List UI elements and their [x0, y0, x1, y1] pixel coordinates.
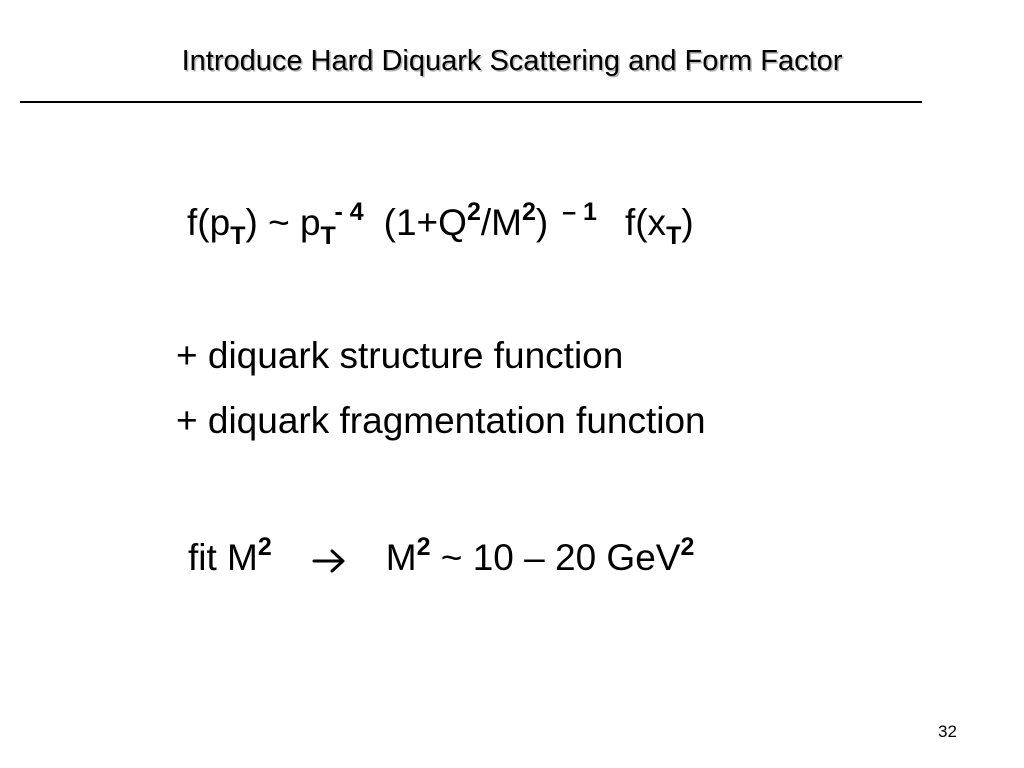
- fit-exponent-two: 2: [416, 533, 431, 561]
- equation-subscript-t: T: [230, 222, 246, 250]
- equation-subscript-t: T: [320, 222, 335, 250]
- equation-factor-close: ): [535, 202, 549, 243]
- equation-exponent-two: 2: [466, 198, 481, 226]
- fit-result-symbol: M: [385, 537, 417, 578]
- page-number: 32: [938, 722, 957, 741]
- equation-f-open: f(p: [187, 202, 231, 243]
- right-arrow-icon: [312, 542, 346, 586]
- equation-mid: ) ~ p: [245, 202, 321, 243]
- equation-exponent-minus-four: - 4: [334, 198, 364, 226]
- equation-factor-open: (1+Q: [383, 202, 467, 243]
- equation-fx-open: f(x: [624, 202, 667, 243]
- bullet-fragmentation-function: + diquark fragmentation function: [176, 400, 706, 441]
- equation-fx-close: ): [681, 202, 694, 243]
- title-divider: [20, 101, 922, 103]
- equation-exponent-two: 2: [521, 198, 536, 226]
- slide-title: Introduce Hard Diquark Scattering and Form Factor: [181, 45, 843, 77]
- form-factor-equation: [187, 198, 694, 250]
- fit-result-line: [188, 533, 695, 584]
- fit-range: ~ 10 – 20 GeV: [430, 537, 681, 578]
- bullet-structure-function: + diquark structure function: [176, 335, 624, 376]
- fit-exponent-two: 2: [257, 533, 272, 561]
- equation-exponent-minus-one: – 1: [562, 198, 597, 226]
- equation-subscript-t: T: [666, 222, 682, 250]
- fit-prefix: fit M: [188, 537, 258, 578]
- fit-exponent-two: 2: [680, 533, 695, 561]
- equation-factor-mid: /M: [480, 202, 522, 243]
